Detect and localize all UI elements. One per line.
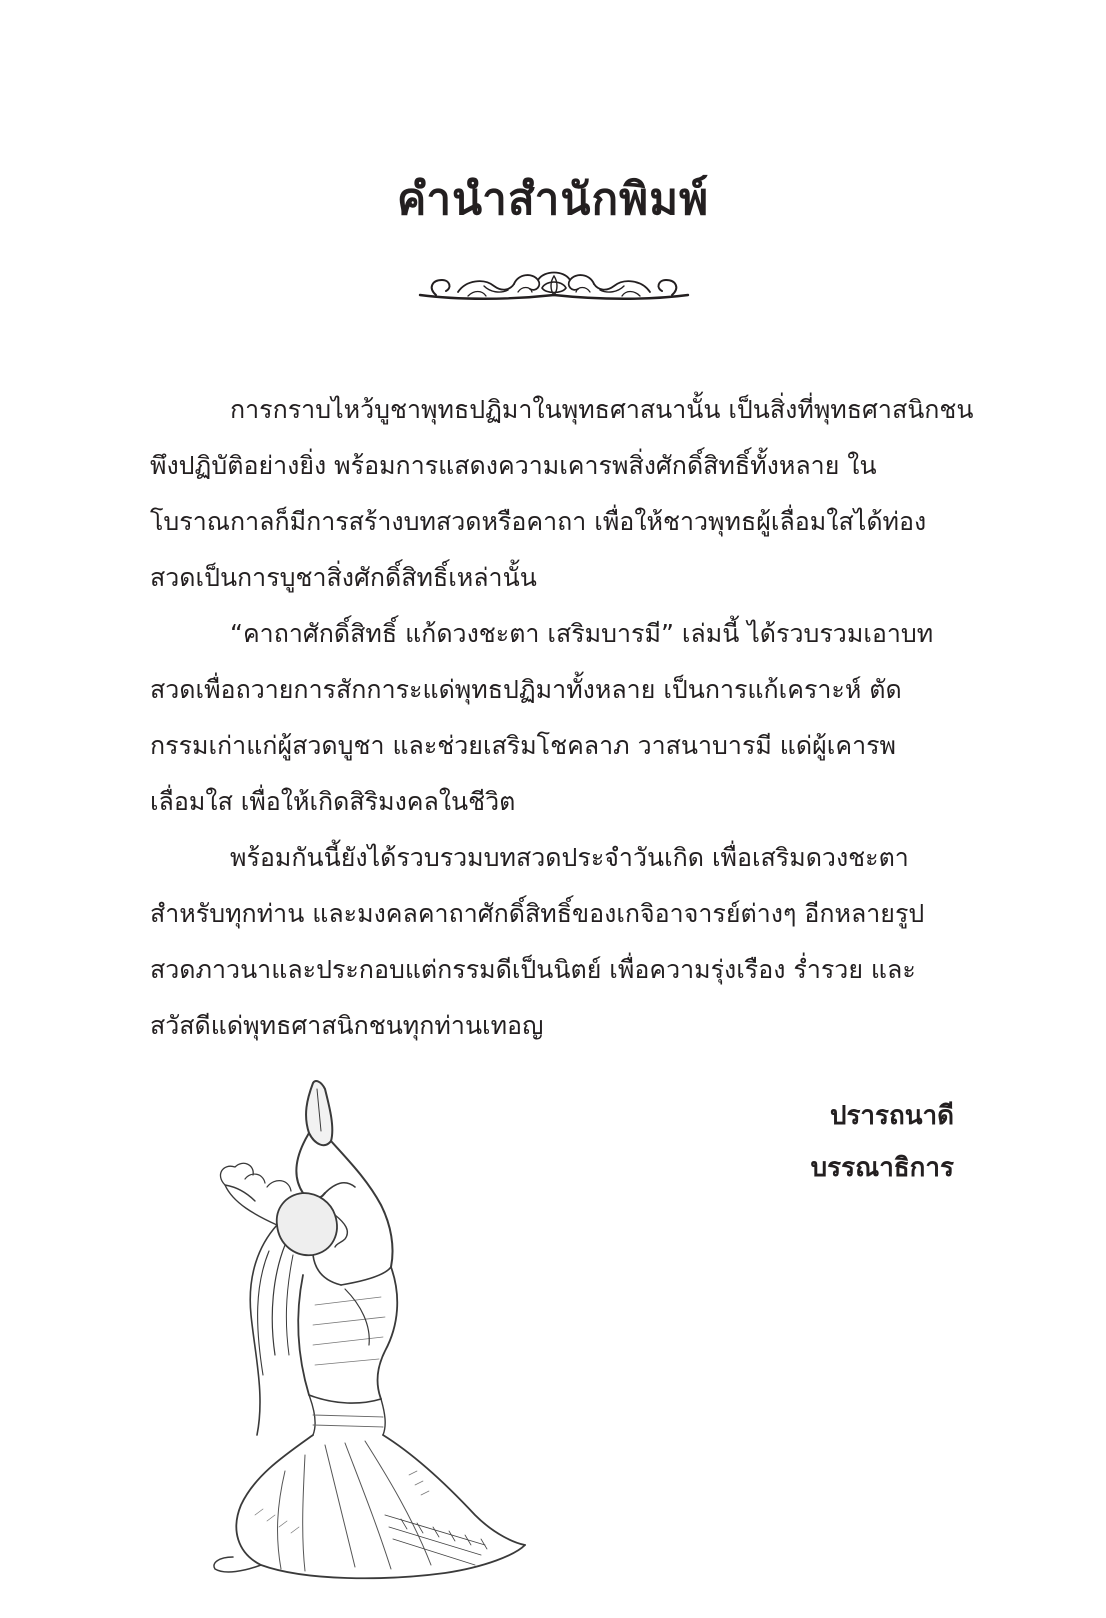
praying-woman-illustration-icon <box>185 1075 545 1590</box>
paragraph-3-line-4: สวัสดีแด่พุทธศาสนิกชนทุกท่านเทอญ <box>150 1011 544 1040</box>
paragraph-2-line-2: สวดเพื่อถวายการสักการะแด่พุทธปฏิมาทั้งหลาย เป็นการแก้เคราะห์ ตัด <box>150 675 902 704</box>
ornamental-divider-icon <box>418 262 690 312</box>
paragraph-1-line-4: สวดเป็นการบูชาสิ่งศักดิ์สิทธิ์เหล่านั้น <box>150 563 537 592</box>
signature-author: บรรณาธิการ <box>810 1153 954 1183</box>
paragraph-3-line-3: สวดภาวนาและประกอบแต่กรรมดีเป็นนิตย์ เพื่อความรุ่งเรือง ร่ำรวย และ <box>150 955 916 984</box>
paragraph-3-line-1: พร้อมกันนี้ยังได้รวบรวมบทสวดประจำวันเกิด เพื่อเสริมดวงชะตา <box>230 843 909 872</box>
paragraph-2-line-1: “คาถาศักดิ์สิทธิ์ แก้ดวงชะตา เสริมบารมี” เล่มนี้ ได้รวบรวมเอาบท <box>230 619 934 648</box>
paragraph-1-line-1: การกราบไหว้บูชาพุทธปฏิมาในพุทธศาสนานั้น เป็นสิ่งที่พุทธศาสนิกชน <box>230 395 974 424</box>
paragraph-1-line-3: โบราณกาลก็มีการสร้างบทสวดหรือคาถา เพื่อให้ชาวพุทธผู้เลื่อมใสได้ท่อง <box>150 507 927 536</box>
foreword-body <box>150 382 974 1054</box>
signature-closing: ปรารถนาดี <box>829 1101 954 1131</box>
paragraph-1-line-2: พึงปฏิบัติอย่างยิ่ง พร้อมการแสดงความเคารพสิ่งศักดิ์สิทธิ์ทั้งหลาย ใน <box>150 451 877 480</box>
paragraph-2-line-4: เลื่อมใส เพื่อให้เกิดสิริมงคลในชีวิต <box>150 787 516 816</box>
signature-block <box>811 1090 954 1194</box>
paragraph-3-line-2: สำหรับทุกท่าน และมงคลคาถาศักดิ์สิทธิ์ของเกจิอาจารย์ต่างๆ อีกหลายรูป <box>150 899 925 928</box>
paragraph-2-line-3: กรรมเก่าแก่ผู้สวดบูชา และช่วยเสริมโชคลาภ วาสนาบารมี แด่ผู้เคารพ <box>150 731 897 760</box>
page-title: คำนำสำนักพิมพ์ <box>396 174 710 225</box>
